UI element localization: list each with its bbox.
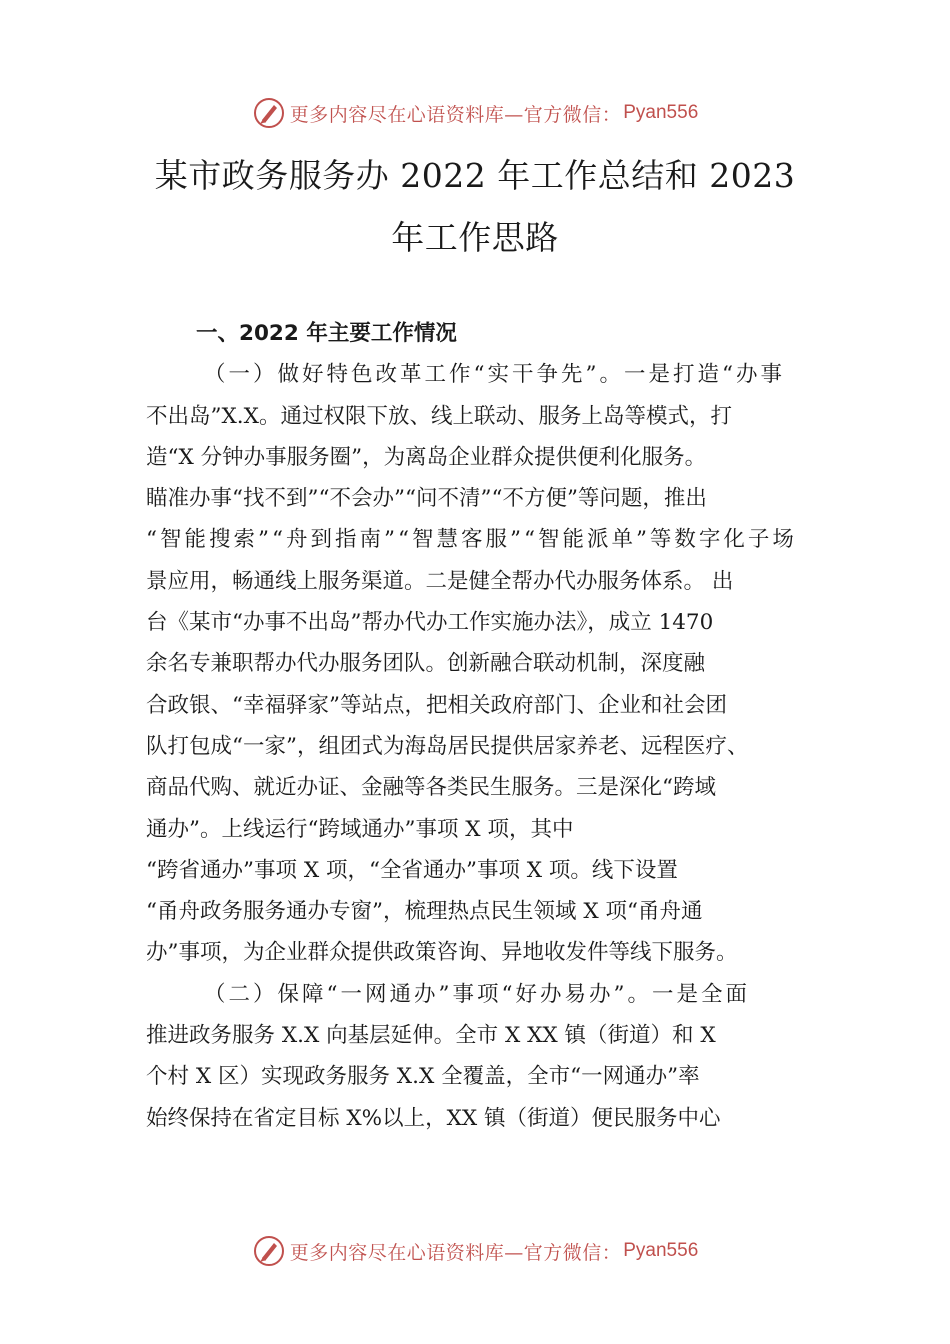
section-heading: 一、2022 年主要工作情况	[196, 321, 457, 346]
watermark-bottom	[0, 1234, 950, 1268]
paragraph-line: 推进政务服务 X.X 向基层延伸。全市 X XX 镇（街道）和 X	[146, 1023, 716, 1049]
watermark-wechat-id: Pyan556	[623, 1240, 699, 1261]
pen-logo-icon	[252, 1234, 286, 1268]
watermark-text: 更多内容尽在心语资料库—官方微信：	[289, 103, 622, 126]
paragraph-line: 办”事项，为企业群众提供政策咨询、异地收发件等线下服务。	[146, 940, 738, 966]
paragraph-line: 队打包成“一家”，组团式为海岛居民提供居家养老、远程医疗、	[146, 733, 749, 759]
paragraph-line: 造“X 分钟办事服务圈”，为离岛企业群众提供便利化服务。	[146, 444, 707, 470]
pen-logo-icon	[252, 96, 286, 130]
title-line-1: 某市政务服务办 2022 年工作总结和 2023	[154, 156, 796, 195]
document-title	[0, 145, 950, 269]
title-line-2: 年工作思路	[391, 218, 559, 257]
paragraph-line: 始终保持在省定目标 X%以上，XX 镇（街道）便民服务中心	[146, 1105, 721, 1131]
paragraph-line: “智能搜索”“舟到指南”“智慧客服”“智能派单”等数字化子场	[146, 527, 797, 553]
watermark-wechat-id: Pyan556	[623, 102, 699, 123]
paragraph-line: 不出岛”X.X。通过权限下放、线上联动、服务上岛等模式，打	[146, 403, 732, 429]
watermark-top	[0, 96, 950, 130]
paragraph-line: 合政银、“幸福驿家”等站点，把相关政府部门、企业和社会团	[146, 692, 727, 718]
paragraph-line: （一）做好特色改革工作“实干争先”。一是打造“办事	[204, 362, 785, 388]
paragraph-line: （二）保障“一网通办”事项“好办易办”。一是全面	[204, 981, 750, 1007]
paragraph-line: 台《某市“办事不出岛”帮办代办工作实施办法》，成立 1470	[146, 610, 714, 636]
paragraph-line: 瞄准办事“找不到”“不会办”“问不清”“不方便”等问题，推出	[146, 486, 707, 512]
paragraph-line: “跨省通办”事项 X 项，“全省通办”事项 X 项。线下设置	[146, 857, 678, 883]
paragraph-line: 个村 X 区）实现政务服务 X.X 全覆盖，全市“一网通办”率	[146, 1064, 700, 1090]
paragraph-line: 余名专兼职帮办代办服务团队。创新融合联动机制，深度融	[146, 651, 706, 677]
paragraph-line: 通办”。上线运行“跨域通办”事项 X 项，其中	[146, 816, 574, 842]
paragraph-line: “甬舟政务服务通办专窗”，梳理热点民生领域 X 项“甬舟通	[146, 899, 703, 925]
watermark-text: 更多内容尽在心语资料库—官方微信：	[289, 1241, 622, 1264]
paragraph-line: 商品代购、就近办证、金融等各类民生服务。三是深化“跨域	[146, 775, 716, 801]
paragraph-line: 景应用，畅通线上服务渠道。二是健全帮办代办服务体系。 出	[146, 568, 734, 594]
document-body	[146, 313, 836, 1139]
